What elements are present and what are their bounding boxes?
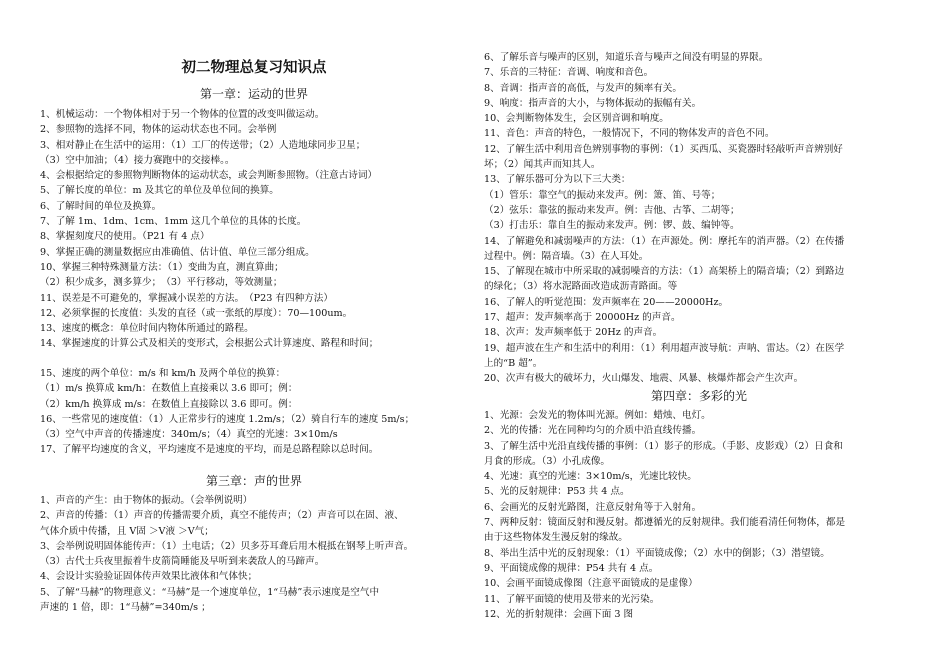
- text-line: （3）空中加油；（4）接力赛跑中的交接棒。。: [40, 154, 235, 166]
- text-line: 5、了解长度的单位：m 及其它的单位及单位间的换算。: [40, 185, 279, 197]
- text-line: （2）积少成多，测多算少； （3）平行移动，等效测量；: [40, 277, 283, 289]
- text-line: （3）古代士兵夜里振着牛皮箭筒睡能及早听到来袭敌人的马蹄声。: [40, 556, 325, 568]
- text-line: 6、了解时间的单位及换算。: [40, 200, 162, 212]
- text-line: 7、了解 1m、1dm、1cm、1mm 这几个单位的具体的长度。: [40, 216, 307, 228]
- text-line: 4、会根据给定的参照物判断物体的运动状态，或会判断参照物。（注意古诗词）: [40, 170, 378, 182]
- text-line: 6、会画光的反射光路图，注意反射角等于入射角。: [484, 501, 702, 513]
- text-line: 6、了解乐音与噪声的区别，知道乐音与噪声之间没有明显的界限。: [484, 52, 769, 63]
- chapter-3-title: 第三章：声的世界: [205, 474, 302, 488]
- text-line: （3）打击乐：靠自生的振动来发声。例：锣、鼓、编钟等。: [484, 220, 740, 232]
- text-line: 17、了解平均速度的含义，平均速度不是速度的平均，而是总路程除以总时间。: [40, 444, 379, 456]
- text-line: （1）m/s 换算成 km/h：在数值上直接乘以 3.6 即可；例：: [40, 383, 298, 395]
- text-line: 3、了解生活中光沿直线传播的事例：（1）影子的形成。（手影、皮影戏）（2）日食和: [484, 440, 843, 452]
- chapter-1-list: [40, 107, 378, 352]
- text-line: 10、会画平面镜成像图（注意平面镜成的是虚像）: [484, 578, 698, 590]
- text-line: 由于这些物体发生漫反射的缘故。: [484, 532, 628, 544]
- text-line: 13、速度的概念：单位时间内物体所通过的路程。: [40, 323, 254, 335]
- text-line: 5、了解“马赫”的物理意义：“马赫”是一个速度单位，1“马赫”表示速度是空气中: [40, 586, 380, 598]
- text-line: 气体介质中传播，且 V固 ＞V液 ＞V气；: [40, 525, 214, 537]
- text-line: 2、声音的传播：（1）声音的传播需要介质，真空不能传声；（2）声音可以在固、液、: [40, 510, 404, 522]
- text-line: 8、音调：指声音的高低，与发声的频率有关。: [484, 82, 682, 94]
- text-line: 4、光速：真空的光速：3×10m/s，光速比较快。: [484, 471, 697, 483]
- chapter-3-list: [40, 493, 413, 615]
- text-line: 声速的 1 倍，即：1“马赫”=340m/s ；: [40, 602, 211, 614]
- text-line: 的绿化；（3）将水泥路面改造成沥青路面。等: [484, 281, 678, 293]
- text-line: 坏；（2）闻其声而知其人。: [484, 159, 601, 171]
- text-line: 1、机械运动：一个物体相对于另一个物体的位置的改变叫做运动。: [40, 109, 325, 120]
- text-line: 16、了解人的听觉范围：发声频率在 20——20000Hz。: [484, 296, 729, 308]
- text-line: 上的“B 超”。: [484, 357, 543, 369]
- text-line: （1）管乐：靠空气的振动来发声。例：箫、笛、号等；: [484, 189, 721, 201]
- text-line: 19、超声波在生产和生活中的利用：（1）利用超声波导航：声呐、雷达。（2）在医学: [484, 342, 845, 354]
- text-line: 2、光的传播：光在同种均匀的介质中沿直线传播。: [484, 425, 702, 437]
- text-line: 2、参照物的选择不同，物体的运动状态也不同。会举例: [40, 124, 277, 136]
- text-line: 7、两种反射：镜面反射和漫反射。都遵循光的反射规律。我们能看清任何物体，都是: [484, 517, 846, 529]
- text-line: 月食的形成。（3）小孔成像。: [484, 455, 611, 467]
- text-line: 15、了解现在城市中所采取的减弱噪音的方法：（1）高架桥上的隔音墙；（2）到路边: [484, 266, 845, 278]
- text-line: 9、平面镜成像的规律：P54 共有 4 点。: [484, 562, 659, 574]
- chapter-4-title: 第四章：多彩的光: [650, 389, 747, 403]
- text-line: 9、掌握正确的测量数据应由准确值、估计值、单位三部分组成。: [40, 246, 315, 258]
- text-line: 17、超声：发声频率高于 20000Hz 的声音。: [484, 312, 681, 324]
- text-line: 20、次声有极大的破坏力，火山爆发、地震、风暴、核爆炸都会产生次声。: [484, 373, 804, 385]
- text-line: 12、必须掌握的长度值：头发的直径（或一张纸的厚度）：70—100um。: [40, 307, 353, 319]
- text-line: 3、会举例说明固体能传声：（1）土电话；（2）贝多芬耳聋后用木棍抵在钢琴上听声音。: [40, 540, 414, 552]
- text-line: 11、误差是不可避免的，掌握减小误差的方法。 （P23 有四种方法）: [40, 292, 333, 304]
- text-line: （3）空气中声音的传播速度：340m/s；（4）真空的光速：3×10m/s: [40, 429, 338, 441]
- text-line: 15、速度的两个单位：m/s 和 km/h 及两个单位的换算：: [40, 368, 286, 379]
- chapter-1-list-continued: [40, 366, 414, 458]
- document-title: 初二物理总复习知识点: [181, 60, 327, 76]
- text-line: 12、了解生活中利用音色辨别事物的事例：（1）买西瓜、买瓷器时轻敲听声音辨别好: [484, 143, 843, 155]
- text-line: 过程中。例：隔音墙。（3）在人耳处。: [484, 250, 649, 262]
- text-line: 10、会判断物体发生，会区别音调和响度。: [484, 113, 669, 125]
- text-line: 18、次声：发声频率低于 20Hz 的声音。: [484, 327, 663, 339]
- text-line: 11、音色：声音的特色，一般情况下，不同的物体发声的音色不同。: [484, 128, 775, 140]
- text-line: 10、掌握三种特殊测量方法：（1）变曲为直，测直算曲；: [40, 261, 284, 273]
- chapter-1-title: 第一章：运动的世界: [199, 87, 308, 101]
- text-line: （2）弦乐：靠弦的振动来发声。例：吉他、古筝、二胡等；: [484, 204, 740, 216]
- chapter-3-list-continued: [484, 50, 844, 387]
- text-line: 1、光源：会发光的物体叫光源。例如：蜡烛、电灯。: [484, 410, 711, 421]
- text-line: 1、声音的产生：由于物体的振动。（会举例说明）: [40, 495, 253, 506]
- text-line: 4、会设计实验验证固体传声效果比液体和气体快；: [40, 571, 258, 583]
- text-line: 5、光的反射规律：P53 共 4 点。: [484, 486, 630, 498]
- text-line: 11、了解平面镜的使用及带来的光污染。: [484, 593, 660, 605]
- text-line: 16、一些常见的速度值：（1）人正常步行的速度 1.2m/s；（2）骑自行车的速度 5m/s；: [40, 413, 415, 425]
- text-line: （2）km/h 换算成 m/s：在数值上直接除以 3.6 即可。例：: [40, 398, 298, 410]
- text-line: 14、了解避免和减弱噪声的方法：（1）在声源处。例：摩托车的消声器。（2）在传播: [484, 235, 845, 247]
- text-line: 8、掌握刻度尺的使用。（P21 有 4 点）: [40, 231, 210, 243]
- text-line: 13、了解乐器可分为以下三大类：: [484, 174, 631, 186]
- text-line: 8、举出生活中光的反射现象：（1）平面镜成像；（2）水中的倒影；（3）潜望镜。: [484, 547, 830, 559]
- text-line: 12、光的折射规律：会画下面 3 图: [484, 608, 634, 620]
- chapter-4-list: [484, 408, 845, 622]
- text-line: 14、掌握速度的计算公式及相关的变形式，会根据公式计算速度、路程和时间；: [40, 338, 379, 350]
- text-line: 7、乐音的三特征：音调、响度和音色。: [484, 67, 654, 79]
- text-line: 3、相对静止在生活中的运用：（1）工厂的传送带；（2）人造地球同步卫星；: [40, 139, 366, 151]
- text-line: 9、响度：指声音的大小，与物体振动的振幅有关。: [484, 97, 702, 109]
